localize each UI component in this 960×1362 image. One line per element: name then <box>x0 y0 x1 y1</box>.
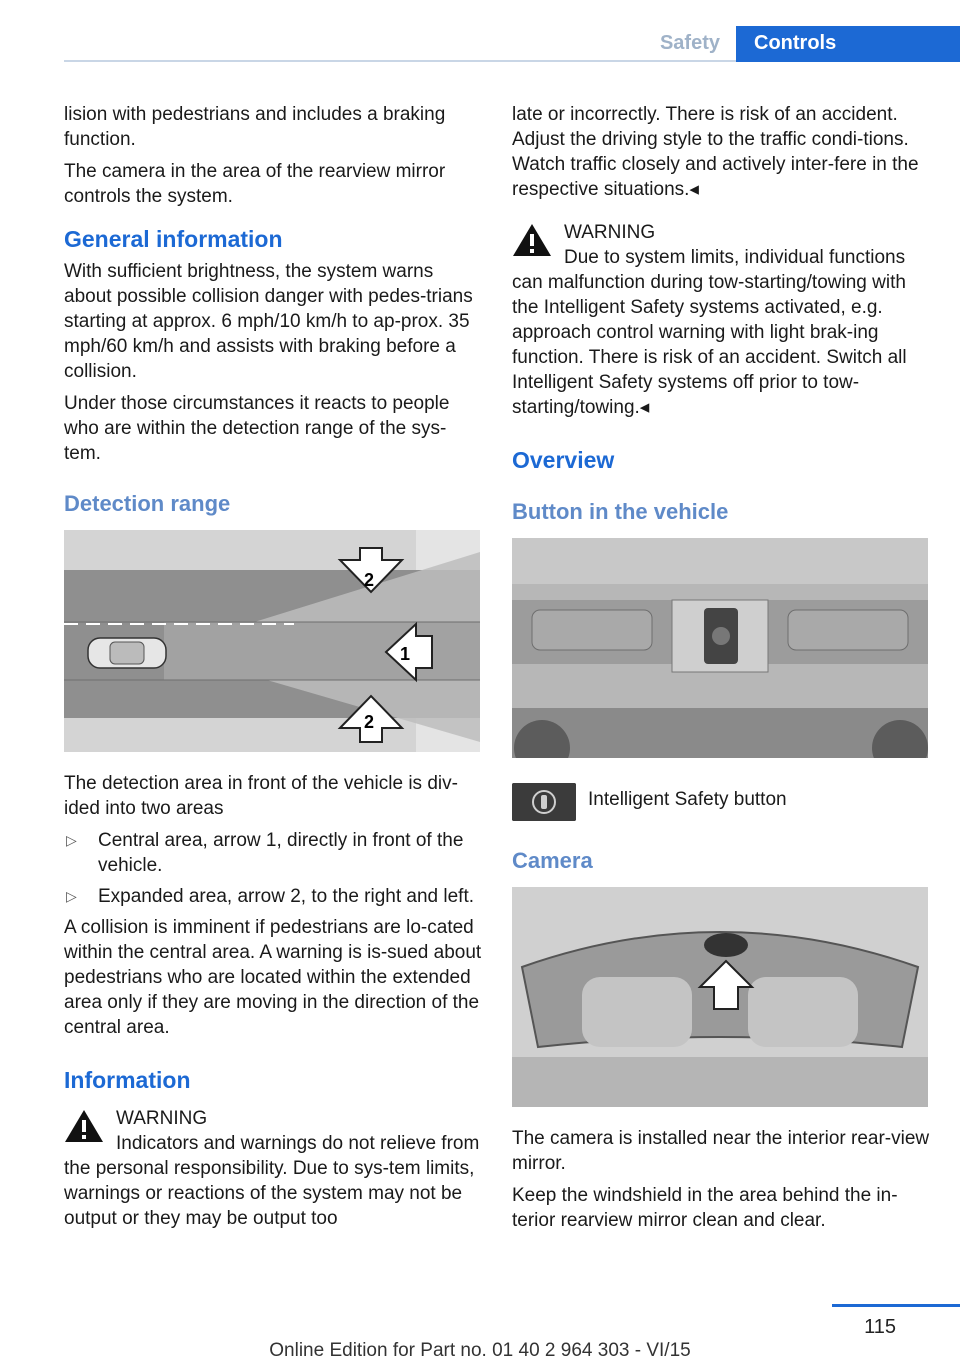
detection-range-figure <box>64 530 482 759</box>
list-item-text: Central area, arrow 1, directly in front of the vehicle. <box>98 830 464 876</box>
list-item <box>64 828 482 878</box>
warning-block <box>512 220 930 420</box>
page-number: 115 <box>864 1316 896 1338</box>
footer-edition: Online Edition for Part no. 01 40 2 964 303 - VI/15 <box>269 1340 691 1361</box>
camera-icon <box>704 933 748 957</box>
heading-information: Information <box>64 1067 191 1093</box>
button-legend-label: Intelligent Safety button <box>588 789 787 810</box>
heading-camera: Camera <box>512 848 593 873</box>
paragraph: The camera in the area of the rearview mirror controls the system. <box>64 161 446 207</box>
list-item <box>64 884 482 909</box>
triangle-bullet-icon: ▷ <box>66 832 77 848</box>
warning-triangle-icon <box>512 222 552 258</box>
header-rule <box>64 60 736 62</box>
paragraph: lision with pedestrians and includes a braking function. <box>64 104 446 150</box>
paragraph: Keep the windshield in the area behind the in-terior rearview mirror clean and clear. <box>512 1185 898 1231</box>
arrow-1-label: 1 <box>400 644 411 664</box>
arrow-2-bottom-label: 2 <box>364 712 375 732</box>
triangle-bullet-icon: ▷ <box>66 888 77 904</box>
warning-block <box>64 1106 482 1231</box>
dashboard-illustration <box>512 538 928 758</box>
detection-range-illustration <box>64 530 480 752</box>
heading-detection-range: Detection range <box>64 491 231 516</box>
right-column <box>512 102 930 1240</box>
paragraph: A collision is imminent if pedestrians are lo-cated within the central area. A warning is is-sued about pedestrians who are located within the extended area only if they are moving in the direction of the central area. <box>64 917 482 1038</box>
warning-title: WARNING <box>564 222 656 243</box>
warning-title: WARNING <box>116 1108 208 1129</box>
camera-photo <box>512 887 930 1114</box>
heading-overview: Overview <box>512 447 615 473</box>
paragraph: Under those circumstances it reacts to people who are within the detection range of the sys-tem. <box>64 393 450 464</box>
warning-text: Indicators and warnings do not relieve from the personal responsibility. Due to sys-tem limits, warnings or reactions of the system may not be output or they may be output too <box>64 1133 480 1229</box>
heading-button-in-vehicle: Button in the vehicle <box>512 499 729 524</box>
dashboard-photo <box>512 538 930 765</box>
left-column <box>64 102 482 1231</box>
windshield-illustration <box>512 887 928 1107</box>
button-legend <box>512 783 930 823</box>
paragraph: The camera is installed near the interior rear-view mirror. <box>512 1128 930 1174</box>
warning-triangle-icon <box>64 1108 104 1144</box>
warning-text: Due to system limits, individual functions can malfunction during tow-starting/towing with the Intelligent Safety systems activated, e.g. approach control warning with light brak-ing function. There is risk of an accident. Switch all Intelligent Safety systems off prior to tow-starting/towing.◂ <box>512 247 907 418</box>
header-tab-safety: Safety <box>659 32 720 54</box>
footer-rule <box>832 1304 960 1307</box>
list-item-text: Expanded area, arrow 2, to the right and left. <box>98 886 475 907</box>
arrow-2-top-label: 2 <box>364 570 375 590</box>
paragraph: late or incorrectly. There is risk of an accident. Adjust the driving style to the traffic condi-tions. Watch traffic closely and actively inter-fere in the respective situations.◂ <box>512 104 919 200</box>
bullet-list <box>64 828 482 909</box>
paragraph: With sufficient brightness, the system warns about possible collision danger with pedes-trians starting at approx. 6 mph/10 km/h to ap-prox. 35 mph/60 km/h and assists with braking before a collision. <box>64 261 473 382</box>
paragraph: The detection area in front of the vehicle is div-ided into two areas <box>64 773 458 819</box>
intelligent-safety-icon <box>512 783 576 821</box>
heading-general-information: General information <box>64 226 283 252</box>
header-tab-controls: Controls <box>736 26 960 62</box>
